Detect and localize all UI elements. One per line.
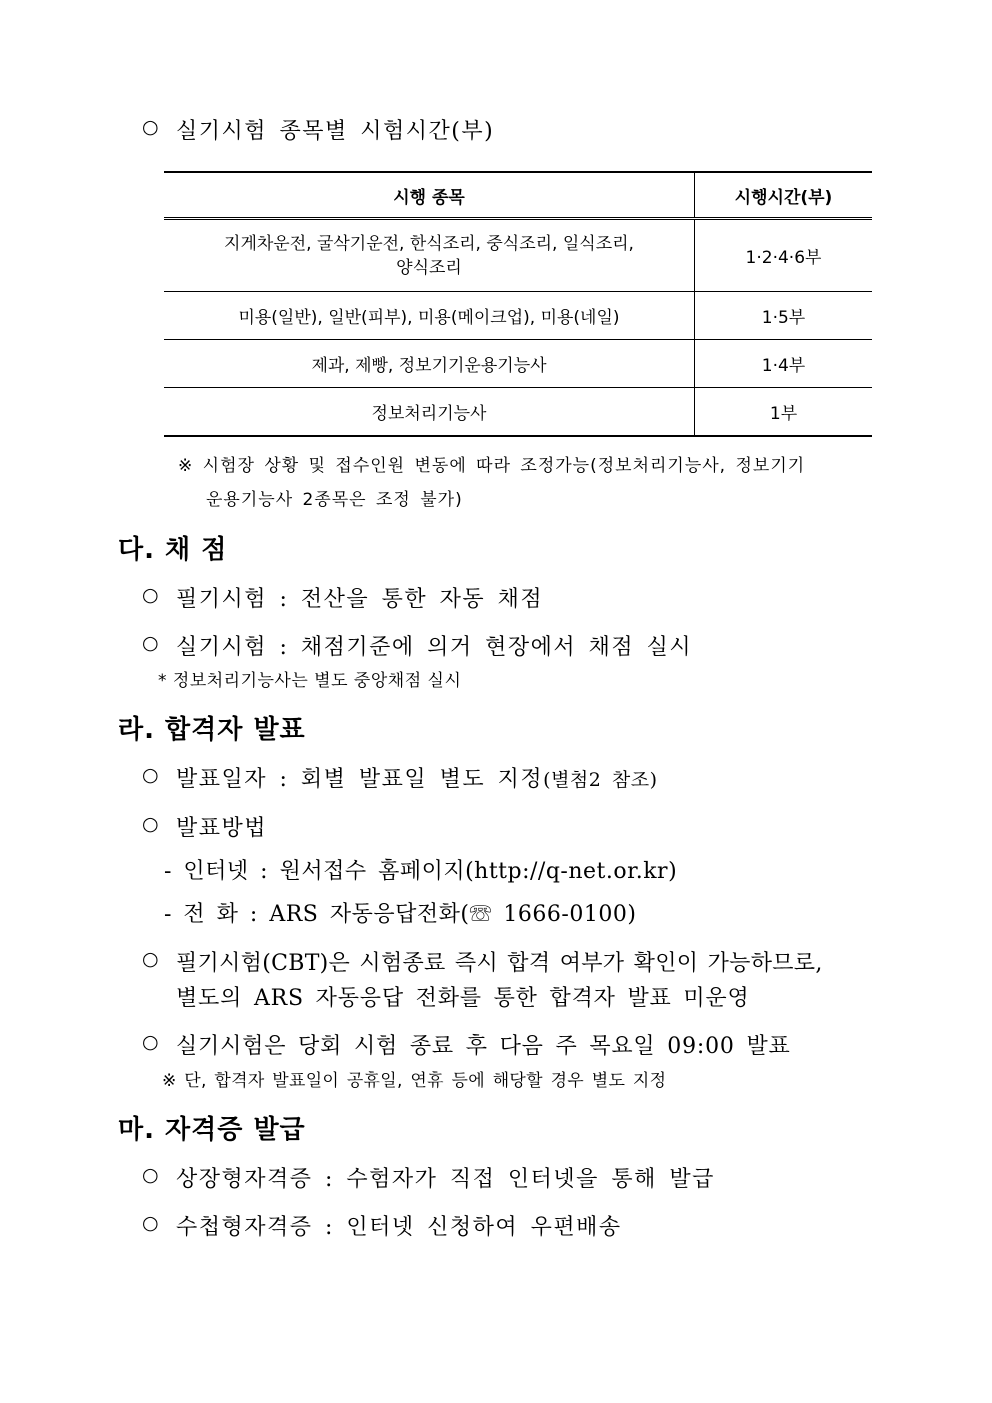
table-row [164,340,872,388]
certificate-award-type: 상장형자격증 : 수험자가 직접 인터넷을 통해 발급 [176,1167,715,1192]
table-cell-items [164,219,695,292]
table-cell-time: 1·4부 [695,340,873,388]
announce-method-title: 발표방법 [176,816,268,841]
certificate-booklet-type: 수첩형자격증 : 인터넷 신청하여 우편배송 [176,1215,622,1240]
announce-date [176,762,658,793]
bullet-circle: ○ [142,1164,159,1186]
announce-method-internet: - 인터넷 : 원서접수 홈페이지(http://q-net.or.kr) [164,859,678,884]
table-cell-time: 1·2·4·6부 [695,219,873,292]
announce-method-phone: - 전 화 : ARS 자동응답전화(☏ 1666-0100) [164,902,637,927]
bullet-circle: ○ [142,584,159,606]
announce-date-ref: (별첨2 참조) [543,769,658,791]
table-note-line2: 운용기능사 2종목은 조정 불가) [206,490,463,510]
cell-line: 양식조리 [396,257,462,278]
bullet-circle: ○ [142,764,159,786]
bullet-circle: ○ [142,1212,159,1234]
cell-line: 지게차운전, 굴삭기운전, 한식조리, 중식조리, 일식조리, [224,233,634,254]
section-heading-grading: 다. 채 점 [118,535,228,565]
table-row [164,388,872,436]
practical-time-title: 실기시험 종목별 시험시간(부) [176,119,495,144]
bullet-circle: ○ [142,1031,159,1053]
announce-practical-note: ※ 단, 합격자 발표일이 공휴일, 연휴 등에 해당할 경우 별도 지정 [162,1071,667,1091]
announce-practical: 실기시험은 당회 시험 종료 후 다음 주 목요일 09:00 발표 [176,1034,791,1059]
table-note-line1: ※ 시험장 상황 및 접수인원 변동에 따라 조정가능(정보처리기능사, 정보기기 [178,456,806,476]
grading-sub-note: * 정보처리기능사는 별도 중앙채점 실시 [158,671,462,691]
header-item: 시행 종목 [164,172,695,219]
grading-written: 필기시험 : 전산을 통한 자동 채점 [176,587,544,612]
bullet-circle: ○ [142,116,159,138]
announce-cbt-line1: 필기시험(CBT)은 시험종료 즉시 합격 여부가 확인이 가능하므로, [176,951,823,976]
announce-cbt-line2: 별도의 ARS 자동응답 전화를 통한 합격자 발표 미운영 [176,986,750,1011]
table-cell-time: 1·5부 [695,292,873,340]
bullet-circle: ○ [142,813,159,835]
section-heading-certificate: 마. 자격증 발급 [118,1115,306,1145]
grading-practical: 실기시험 : 채점기준에 의거 현장에서 채점 실시 [176,635,693,660]
bullet-circle: ○ [142,948,159,970]
exam-time-table [164,171,872,437]
section-heading-announcement: 라. 합격자 발표 [118,715,306,745]
announce-date-main: 발표일자 : 회별 발표일 별도 지정 [176,767,544,792]
table-row [164,219,872,292]
table-row [164,292,872,340]
table-header-row [164,172,872,219]
header-time: 시행시간(부) [695,172,873,219]
table-cell-items: 제과, 제빵, 정보기기운용기능사 [164,340,695,388]
table-cell-items: 미용(일반), 일반(피부), 미용(메이크업), 미용(네일) [164,292,695,340]
bullet-circle: ○ [142,632,159,654]
table-cell-time: 1부 [695,388,873,436]
table-cell-items: 정보처리기능사 [164,388,695,436]
